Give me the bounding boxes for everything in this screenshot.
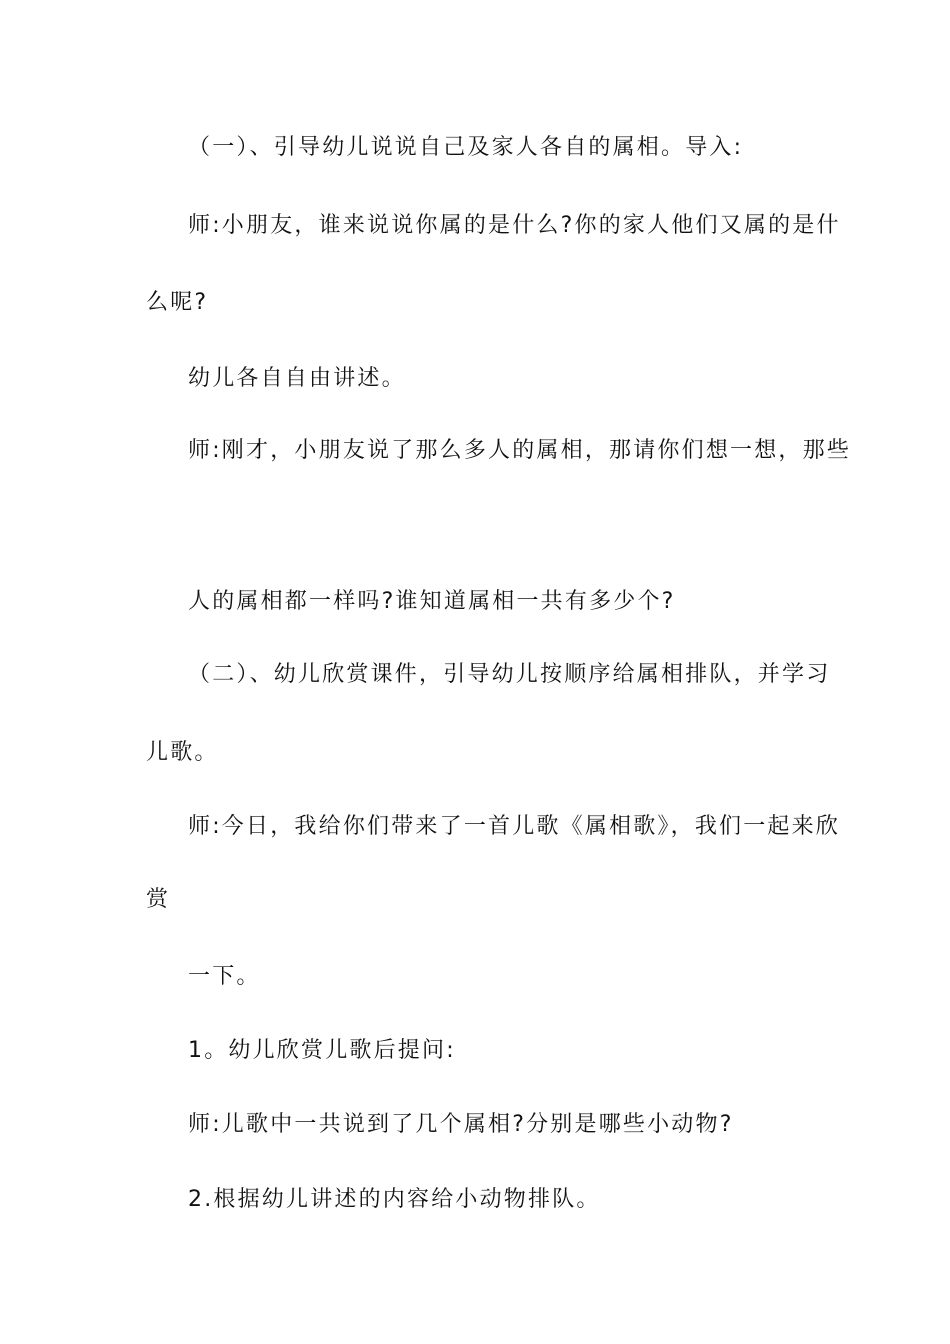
section-heading-1: （一）、引导幼儿说说自己及家人各自的属相。导入: [188, 135, 744, 160]
paragraph-line: 师:刚才，小朋友说了那么多人的属相，那请你们想一想，那些 [188, 438, 852, 463]
paragraph-line: 人的属相都一样吗?谁知道属相一共有多少个? [188, 589, 676, 614]
paragraph-line: 师:儿歌中一共说到了几个属相?分别是哪些小动物? [188, 1112, 734, 1137]
paragraph-line: 幼儿各自自由讲述。 [188, 366, 406, 391]
paragraph-line: 儿歌。 [146, 740, 219, 765]
numbered-item-1: 1。幼儿欣赏儿歌后提问: [188, 1038, 456, 1063]
numbered-item-2: 2.根据幼儿讲述的内容给小动物排队。 [188, 1187, 601, 1212]
section-heading-2: （二）、幼儿欣赏课件，引导幼儿按顺序给属相排队，并学习 [188, 662, 831, 687]
paragraph-line: 师:今日，我给你们带来了一首儿歌《属相歌》，我们一起来欣 [188, 814, 841, 839]
paragraph-line: 么呢? [146, 290, 209, 315]
paragraph-line: 赏 [146, 887, 171, 912]
paragraph-line: 一下。 [188, 964, 261, 989]
paragraph-line: 师:小朋友，谁来说说你属的是什么?你的家人他们又属的是什 [188, 213, 841, 238]
